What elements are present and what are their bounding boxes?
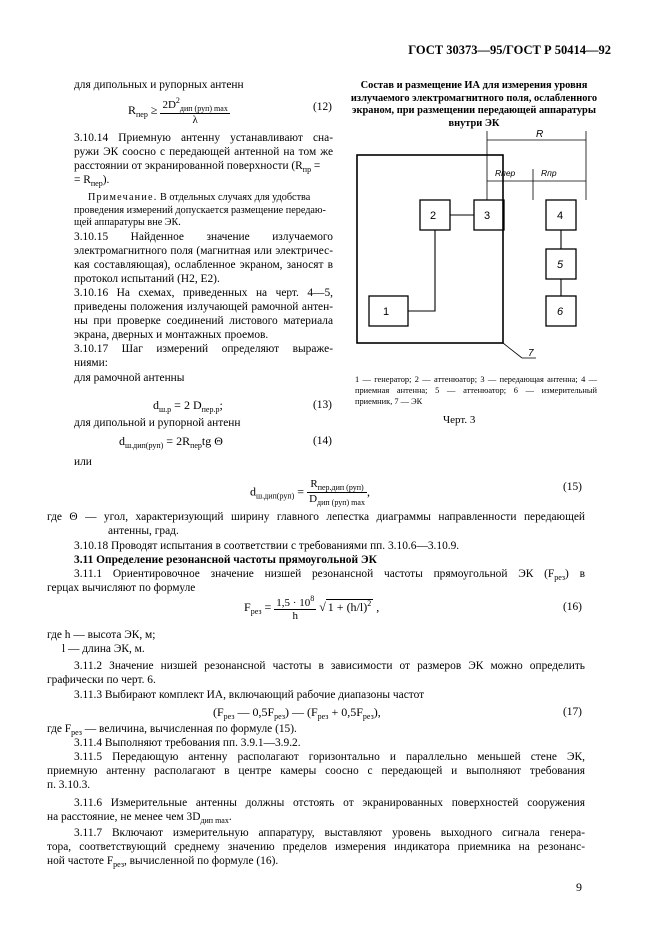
para-3-10-14-line4: = $R_{пер}$). bbox=[74, 174, 110, 188]
shielded-chamber-outline bbox=[357, 155, 503, 343]
para-dipole-horn: для дипольных и рупорных антенн bbox=[74, 79, 244, 91]
para-3-10-14-line2: ружи ЭК соосно с передающей антенной на том же bbox=[74, 146, 333, 158]
where-theta-line2: антенны, град. bbox=[108, 525, 179, 537]
para-dipole-antenna: для дипольной и рупорной антенн bbox=[74, 417, 241, 429]
para-3-11-3: 3.11.3 Выбирают комплект ИА, включающий рабочие диапазоны частот bbox=[74, 689, 425, 701]
para-3-10-14-line3: расстоянии от экранированной поверхности ($R_{пр}$ = bbox=[74, 160, 321, 174]
where-theta-line1: где Θ — угол, характеризующий ширину главного лепестка диаграммы направленности передающей bbox=[47, 511, 585, 523]
para-3-11-6-line1: 3.11.6 Измерительные антенны должны отстоять от экранированных поверхностей сооружения bbox=[74, 797, 585, 809]
para-3-10-16-line1: 3.10.16 На схемах, приведенных на черт. 4—5, bbox=[74, 287, 333, 299]
para-3-10-16-line2: приведены положения излучающей рамочной антен- bbox=[74, 301, 333, 313]
para-3-11-1-line2: герцах вычисляют по формуле bbox=[47, 582, 196, 594]
para-3-10-17-line1: 3.10.17 Шаг измерений определяют выраже- bbox=[74, 343, 333, 355]
equation-16: $F_{рез}$ = $\frac{1,5 \cdot 10^8}{h}$ √ $1 + (h/l)^2$ , bbox=[244, 594, 380, 622]
block-label-3: 3 bbox=[484, 210, 491, 222]
para-3-10-17-line2: ниями: bbox=[74, 357, 108, 369]
label-7: 7 bbox=[528, 348, 534, 359]
para-3-10-18: 3.10.18 Проводят испытания в соответствии с требованиями пп. 3.10.6—3.10.9. bbox=[74, 540, 460, 552]
para-3-11-5-line3: п. 3.10.3. bbox=[47, 779, 91, 791]
equation-12-number: (12) bbox=[313, 101, 332, 113]
para-3-10-14-line1: 3.10.14 Приемную антенну устанавливают сна- bbox=[74, 132, 333, 144]
equation-14: $d_{ш.дип(руп)} = 2R_{пер}tg$ Θ bbox=[119, 434, 223, 450]
note-block: Примечание. В отдельных случаях для удобства проведения измерений допускается размещение передаю- щей аппаратуры вне ЭК. bbox=[74, 192, 326, 228]
label-R: R bbox=[536, 129, 544, 140]
label-Rper: Rпер bbox=[495, 168, 516, 178]
equation-12: $R_{пер}$ ≥ $\frac{2D^2_{дип (руп) max}}{\lambda}$ bbox=[128, 96, 228, 126]
figure-3-diagram bbox=[350, 126, 600, 370]
para-3-11-7-line2: тора, соответствующий среднему значению пределов измерения индикатора приемника на резонанс- bbox=[47, 841, 585, 853]
where-l: l — длина ЭК, м. bbox=[62, 643, 145, 655]
label-Rpr: Rпр bbox=[541, 168, 557, 178]
block-label-1: 1 bbox=[383, 306, 390, 318]
para-3-10-15-line2: электромагнитного поля (магнитная или электричес- bbox=[74, 245, 333, 257]
para-3-11-2-line1: 3.11.2 Значение низшей резонансной частоты в зависимости от размеров ЭК можно определить bbox=[74, 660, 585, 672]
where-h: где h — высота ЭК, м; bbox=[47, 629, 156, 641]
equation-16-number: (16) bbox=[563, 601, 582, 613]
para-3-11-6-line2: на расстояние, не менее чем $3D_{дип max}$. bbox=[47, 811, 232, 825]
figure-caption-title: Состав и размещение ИА для измерения уровня излучаемого электромагнитного поля, ослабленного экраном, при размещении передающей аппаратуры внутри ЭК bbox=[350, 80, 598, 129]
equation-13: $d_{ш.р} = 2$ $D_{пер.р}$; bbox=[153, 398, 223, 414]
para-frame-antenna: для рамочной антенны bbox=[74, 372, 185, 384]
para-3-10-15-line4: протокол испытаний (H2, E2). bbox=[74, 273, 220, 285]
para-3-11-7-line1: 3.11.7 Включают измерительную аппаратуру, выставляют уровень выходного сигнала генера- bbox=[74, 827, 585, 839]
equation-15-number: (15) bbox=[563, 481, 582, 493]
equation-15: $d_{ш.дип(руп)}$ = $\frac{R_{пер.дип (руп)}}{D_{дип (руп) max}}$ , bbox=[250, 478, 370, 507]
para-3-10-16-line3: ны при проверке соединений листового материала bbox=[74, 315, 333, 327]
block-label-6: 6 bbox=[557, 306, 564, 318]
para-3-11-1-line1: 3.11.1 Ориентировочное значение низшей резонансной частоты прямоугольной ЭК $(F_{рез})$ в bbox=[74, 568, 585, 582]
para-3-10-15-line1: 3.10.15 Найденное значение излучаемого bbox=[74, 231, 333, 243]
block-label-2: 2 bbox=[430, 210, 437, 222]
para-3-11-4: 3.11.4 Выполняют требования пп. 3.9.1—3.9.2. bbox=[74, 737, 301, 749]
para-3-11-7-line3: ной частоте $F_{рез}$, вычисленной по формуле (16). bbox=[47, 855, 279, 869]
equation-14-number: (14) bbox=[313, 435, 332, 447]
equation-13-number: (13) bbox=[313, 399, 332, 411]
para-3-10-15-line3: кая составляющая), ослабленное экраном, заносят в bbox=[74, 259, 333, 271]
block-label-5: 5 bbox=[557, 259, 564, 271]
block-label-4: 4 bbox=[557, 210, 564, 222]
figure-legend: 1 — генератор; 2 — аттенюатор; 3 — передающая антенна; 4 — приемная антенна; 5 — аттенюатор; 6 — измерительный приемник, 7 — ЭК bbox=[355, 375, 597, 406]
para-3-11-5-line1: 3.11.5 Передающую антенну располагают горизонтально и параллельно меньшей стене ЭК, bbox=[74, 751, 585, 763]
equation-17: ($F_{рез}$ — $0,5F_{рез}$) — $(F_{рез} + 0,5F_{рез})$, bbox=[213, 705, 381, 721]
where-F: где $F_{рез}$ — величина, вычисленная по формуле (15). bbox=[47, 723, 297, 737]
equation-17-number: (17) bbox=[563, 706, 582, 718]
para-3-10-16-line4: экрана, дверных и монтажных проемов. bbox=[74, 329, 269, 341]
section-3-11-heading: 3.11 Определение резонансной частоты прямоугольной ЭК bbox=[74, 554, 377, 566]
word-or: или bbox=[74, 456, 92, 468]
para-3-11-5-line2: приемную антенну располагают в центре камеры соосно с передающей и выполняют требования bbox=[47, 765, 585, 777]
para-3-11-2-line2: графически по черт. 6. bbox=[47, 674, 156, 686]
figure-chart-label: Черт. 3 bbox=[443, 414, 476, 426]
page-number: 9 bbox=[576, 880, 582, 894]
document-header: ГОСТ 30373—95/ГОСТ Р 50414—92 bbox=[408, 43, 611, 57]
